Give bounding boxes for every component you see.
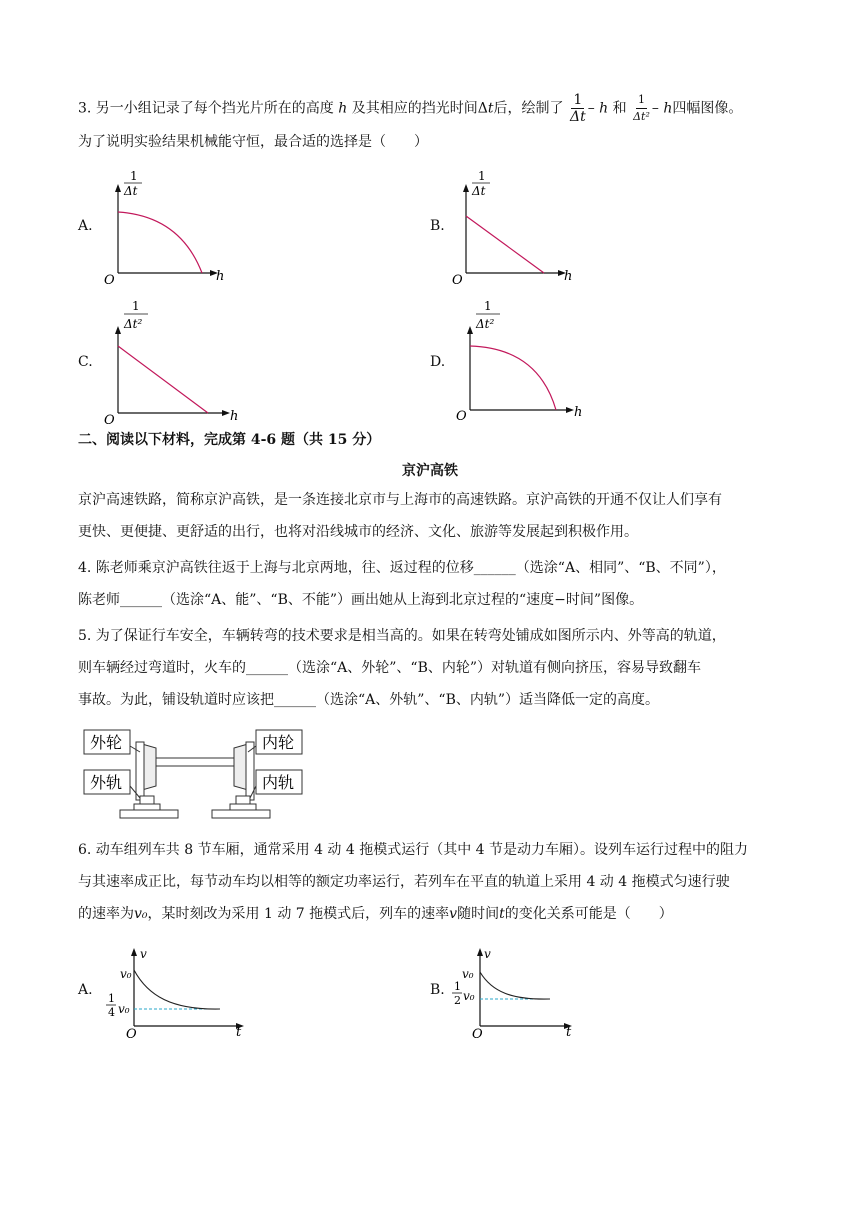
left-rail xyxy=(140,796,154,804)
q3-frac1-num: 1 xyxy=(573,92,583,108)
section2-heading: 二、阅读以下材料，完成第 4-6 题（共 15 分） xyxy=(78,432,381,448)
q3-var-t: t xyxy=(487,100,494,117)
x-label: h xyxy=(230,409,239,424)
q6-option-a-label: A. xyxy=(78,982,93,998)
q3-option-a-label: A. xyxy=(78,218,93,234)
q6-var-t: t xyxy=(499,906,505,922)
y-den: Δt xyxy=(472,184,486,198)
q3-frac2-num: 1 xyxy=(636,92,647,109)
section2-para2: 更快、更便捷、更舒适的出行，也将对沿线城市的经济、文化、旅游等发展起到积极作用。 xyxy=(78,524,638,540)
y-label: v xyxy=(140,947,147,961)
y-den: Δt xyxy=(124,184,138,198)
q3-graph-b xyxy=(448,168,588,286)
q6-graph-b xyxy=(450,940,600,1040)
q3-frac2 xyxy=(633,92,650,125)
q3-option-d-label: D. xyxy=(430,354,446,370)
section2-para1: 京沪高速铁路，简称京沪高铁，是一条连接北京市与上海市的高速铁路。京沪高铁的开通不仅让人们享有 xyxy=(78,492,722,508)
y-label: v xyxy=(484,947,491,961)
q3-line1 xyxy=(78,92,742,125)
q6-text-c: 随时间 xyxy=(457,906,500,922)
q3-option-b-label: B. xyxy=(430,218,445,234)
x-label: h xyxy=(574,405,583,420)
origin: O xyxy=(456,409,467,424)
y-num: 1 xyxy=(130,169,138,183)
curve xyxy=(118,346,208,413)
q3-graph-c xyxy=(100,296,250,426)
q6-graph-a xyxy=(102,940,252,1040)
q3-text-b: 及其相应的挡光时间Δ xyxy=(351,100,488,117)
q6-text-d: 的变化关系可能是（ ） xyxy=(504,906,673,922)
q3-frac1-den: Δt xyxy=(569,109,586,125)
right-rail xyxy=(236,796,250,804)
inner-rail-label: 内轨 xyxy=(262,773,295,792)
origin: O xyxy=(104,413,115,426)
origin: O xyxy=(104,273,115,286)
q3-text-a: 3. 另一小组记录了每个挡光片所在的高度 xyxy=(78,100,334,117)
y-num: 1 xyxy=(484,299,492,313)
origin: O xyxy=(452,273,463,286)
y-den: Δt² xyxy=(124,317,143,331)
origin: O xyxy=(126,1027,137,1040)
q4-line1: 4. 陈老师乘京沪高铁往返于上海与北京两地，往、返过程的位移______（选涂“A、相同”、“B、不同”）， xyxy=(78,560,726,576)
y-arrow xyxy=(115,184,121,192)
v0-label: v₀ xyxy=(462,967,474,981)
left-sleeper xyxy=(120,810,178,818)
curve xyxy=(118,212,202,273)
x-label: t xyxy=(566,1025,572,1040)
outer-wheel-label: 外轮 xyxy=(90,733,123,752)
q6-line2: 与其速率成正比，每节动车均以相等的额定功率运行，若列车在平直的轨道上采用 4 动 4 拖模式匀速行驶 xyxy=(78,874,730,890)
frac-v: v₀ xyxy=(463,989,475,1003)
frac-v: v₀ xyxy=(118,1002,130,1016)
q3-frac1 xyxy=(570,92,586,125)
frac-num: 1 xyxy=(454,980,461,993)
right-sleeper xyxy=(212,810,270,818)
curve xyxy=(466,216,544,273)
frac-den: 4 xyxy=(108,1006,115,1019)
curve xyxy=(480,972,550,999)
v0-label: v₀ xyxy=(120,967,132,981)
x-label: h xyxy=(564,269,573,284)
q3-and: 和 xyxy=(612,100,627,117)
q3-graph-d xyxy=(452,296,602,426)
curve xyxy=(134,970,220,1009)
q6-option-b-label: B. xyxy=(430,982,445,998)
frac-den: 2 xyxy=(454,994,461,1007)
q5-line3: 事故。为此，铺设轨道时应该把______（选涂“A、外轨”、“B、内轨”）适当降低一定的高度。 xyxy=(78,692,660,708)
q6-text-a: 的速率为 xyxy=(78,906,134,922)
q3-var-h: h xyxy=(338,100,348,117)
q5-line2: 则车辆经过弯道时，火车的______（选涂“A、外轮”、“B、内轮”）对轨道有侧向挤压，容易导致翻车 xyxy=(78,660,702,676)
q6-text-b: ，某时刻改为采用 1 动 7 拖模式后，列车的速率 xyxy=(147,906,450,922)
q6-line3 xyxy=(78,904,673,924)
q5-line1: 5. 为了保证行车安全，车辆转弯的技术要求是相当高的。如果在转弯处铺成如图所示内、外等高的轨道， xyxy=(78,628,726,644)
y-den: Δt² xyxy=(476,317,495,331)
q3-dash-h1: – h xyxy=(587,100,609,117)
q6-var-v: v xyxy=(449,906,458,922)
x-label: h xyxy=(216,269,225,284)
section2-title: 京沪高铁 xyxy=(402,463,458,479)
y-num: 1 xyxy=(478,169,486,183)
q3-text-c: 后，绘制了 xyxy=(493,100,564,117)
axle xyxy=(155,758,235,766)
q3-line2: 为了说明实验结果机械能守恒，最合适的选择是（ ） xyxy=(78,134,428,150)
q5-track-figure xyxy=(80,724,310,826)
y-num: 1 xyxy=(132,299,140,313)
q3-graph-a xyxy=(100,168,230,286)
frac-num: 1 xyxy=(108,992,115,1005)
q4-line2: 陈老师______（选涂“A、能”、“B、不能”）画出她从上海到北京过程的“速度−时间”图像。 xyxy=(78,592,644,608)
q3-frac2-den: Δt² xyxy=(633,110,650,123)
q3-option-c-label: C. xyxy=(78,354,93,370)
inner-wheel-label: 内轮 xyxy=(262,733,295,752)
x-label: t xyxy=(236,1025,242,1040)
q3-text-d: 四幅图像。 xyxy=(672,100,743,117)
outer-rail-label: 外轨 xyxy=(90,773,123,792)
q6-var-v0: v₀ xyxy=(134,906,148,922)
q6-line1: 6. 动车组列车共 8 节车厢，通常采用 4 动 4 拖模式运行（其中 4 节是动力车厢）。设列车运行过程中的阻力 xyxy=(78,842,749,858)
q3-dash-h2: – h xyxy=(651,100,673,117)
curve xyxy=(470,346,556,410)
origin: O xyxy=(472,1027,483,1040)
